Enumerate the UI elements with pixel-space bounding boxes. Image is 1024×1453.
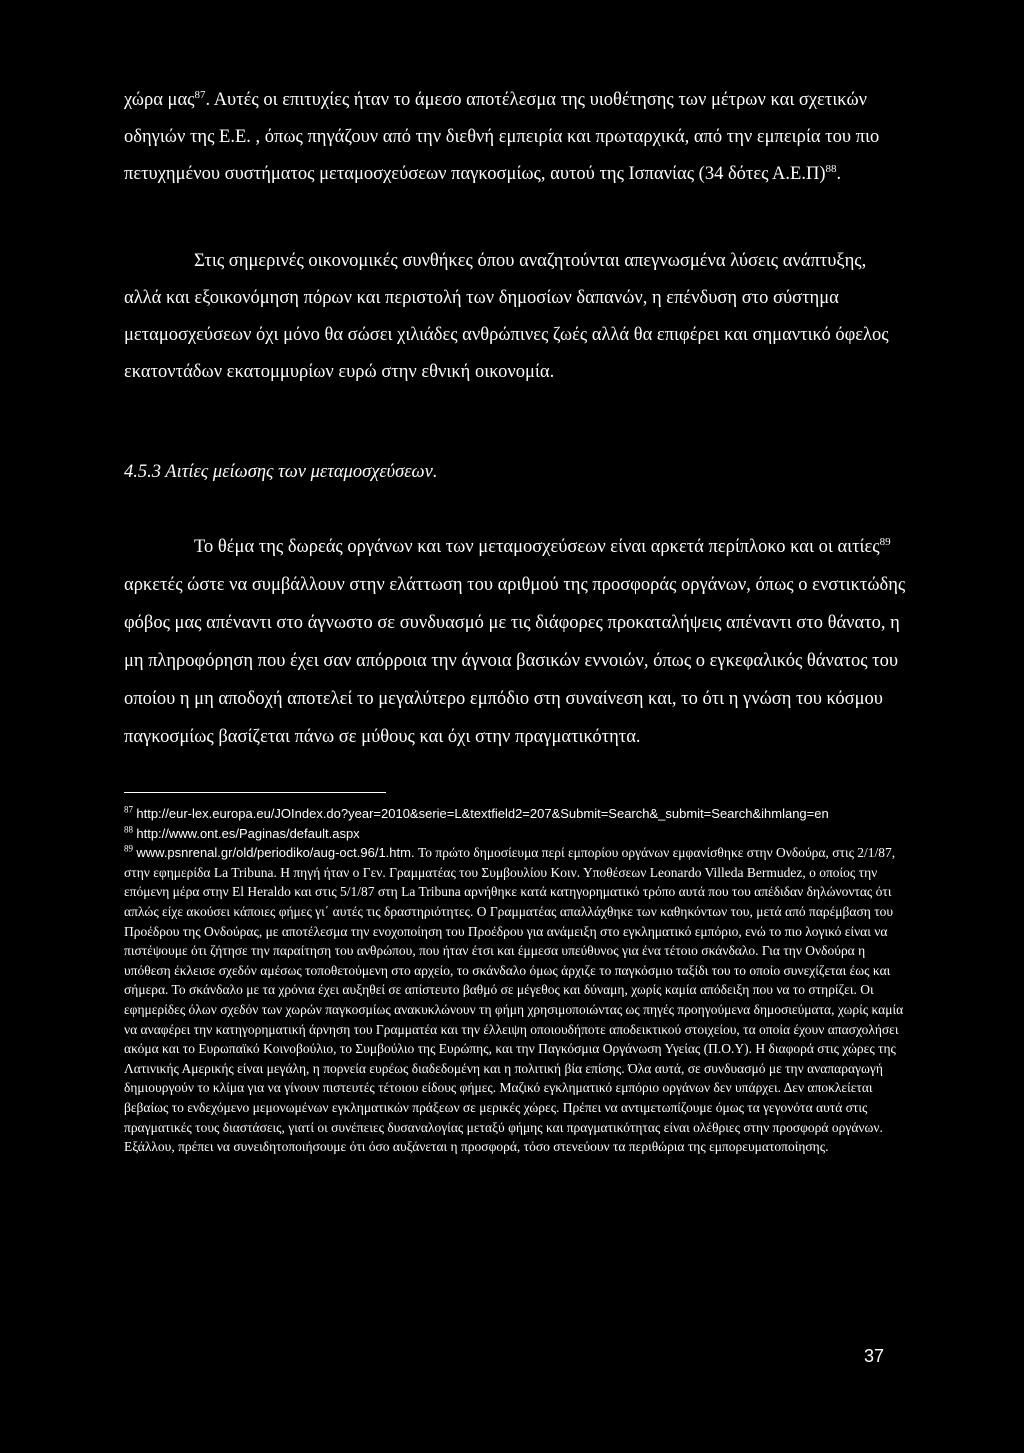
footnote-87 xyxy=(124,804,910,824)
paragraph-1-text-b: . Αυτές οι επιτυχίες ήταν το άμεσο αποτέλεσμα της υιοθέτησης των μέτρων και σχετικών οδηγιών της Ε.Ε. , όπως πηγάζουν από την διεθνή εμπειρία και πρωταρχικά, από την εμπειρία του πιο πετυχημένου συστήματος μεταμοσχεύσεων παγκοσμίως, αυτού της Ισπανίας (34 δότες Α.Ε.Π) xyxy=(124,90,880,184)
footnote-link[interactable]: www.psnrenal.gr/old/periodiko/aug-oct.96/1.htm. xyxy=(136,845,415,861)
section-heading: 4.5.3 Αιτίες μείωσης των μεταμοσχεύσεων. xyxy=(124,462,438,482)
footnote-number: 89 xyxy=(124,843,133,854)
footnote-number: 87 xyxy=(124,804,133,815)
body-paragraph-1 xyxy=(124,82,906,193)
footnote-ref-88[interactable]: 88 xyxy=(825,162,837,175)
footnote-89 xyxy=(124,843,910,1157)
footnote-88 xyxy=(124,824,910,844)
footnote-ref-89[interactable]: 89 xyxy=(879,535,891,548)
paragraph-1-text-a: χώρα μας xyxy=(124,90,195,110)
footnote-ref-87[interactable]: 87 xyxy=(194,88,206,101)
footnote-text: Το πρώτο δημοσίευμα περί εμπορίου οργάνων εμφανίσθηκε στην Ονδούρα, στις 2/1/87, στην εφημερίδα La Tribuna. Η πηγή ήταν ο Γεν. Γραμματέας του Συμβουλίου Κοιν. Υποθέσεων Leonardo Villeda Bermudez, ο οποίος την επόμενη μέρα στην El Heraldo και στις 5/1/87 στη La Tribuna αρνήθηκε κατά κατηγορηματικό τρόπο αυτά που του απέδιδαν δηλώνοντας ότι απλώς είχε ακούσει κάποιες φήμες γι΄ αυτές τις δραστηριότητες. Ο Γραμματέας απαλλάχθηκε των καθηκόντων του, μετά από παρέμβαση του Προέδρου της Ονδούρας, με αποτέλεσμα την ενοχοποίηση του Προέδρου για ανάμειξη στο εγκληματικό εμπόριο, ενώ το πιο λογικό είναι να πιστέψουμε ότι ζήτησε την παραίτηση του ανθρώπου, που ήταν έτσι και έμμεσα υπεύθυνος για ένα τέτοιο σκάνδαλο. Για την Ονδούρα η υπόθεση έκλεισε σχεδόν αμέσως τοποθετούμενη στο αρχείο, το σκάνδαλο όμως άρχιζε το παγκόσμιο ταξίδι του το οποίο συνεχίζεται έως και σήμερα. Το σκάνδαλο με τα χρόνια έχει αυξηθεί σε απίστευτο βαθμό σε μέγεθος και δύναμη, χωρίς καμία απόδειξη που να το στηρίζει. Οι εφημερίδες όλων σχεδόν των χωρών παγκοσμίως ανακυκλώνουν τη φήμη χρησιμοποιώντας ως πηγές προηγούμενα δημοσιεύματα, χωρίς καμία να αναφέρει την κατηγορηματική άρνηση του Γραμματέα και την έλλειψη οποιουδήποτε αποδεικτικού στοιχείου, τα οποία έχουν απασχολήσει ακόμα και το Ευρωπαϊκό Κοινοβούλιο, το Συμβούλιο της Ευρώπης, και την Παγκόσμια Οργάνωση Υγείας (Π.Ο.Υ). Η διαφορά στις χώρες της Λατινικής Αμερικής είναι μεγάλη, η πορνεία ευρέως διαδεδομένη και η πολιτική βία επίσης. Όλα αυτά, σε συνδυασμό με την αναπαραγωγή δημιουργούν το κλίμα για να γίνουν πιστευτές τέτοιου είδους φήμες. Μαζικό εγκληματικό εμπόριο οργάνων δεν υπάρχει. Δεν αποκλείεται βεβαίως το ενδεχόμενο μεμονωμένων εγκληματικών πράξεων σε μερικές χώρες. Πρέπει να αντιμετωπίζουμε όμως τα γεγονότα αυτά στις πραγματικές τους διαστάσεις, γιατί οι συνέπειες δυσαναλογίας μεταξύ φήμης και πραγματικότητας είναι ολέθριες στην προσφορά οργάνων. Εξάλλου, πρέπει να συνειδητοποιήσουμε ότι όσο αυξάνεται η προσφορά, τόσο στενεύουν τα περιθώρια της εμπορευματοποίησης. xyxy=(124,845,904,1155)
footnote-separator xyxy=(124,792,386,793)
page-number: 37 xyxy=(864,1346,885,1366)
paragraph-3-text-b: αρκετές ώστε να συμβάλλουν στην ελάττωση του αριθμού της προσφοράς οργάνων, όπως ο ενστικτώδης φόβος μας απέναντι στο άγνωστο σε συνδυασμό με τις διάφορες προκαταλήψεις απέναντι στο θάνατο, η μη πληροφόρηση που έχει σαν απόρροια την άγνοια βασικών εννοιών, όπως ο εγκεφαλικός θάνατος του οποίου η μη αποδοχή αποτελεί το μεγαλύτερο εμπόδιο στη συναίνεση και, το ότι η γνώση του κόσμου παγκοσμίως βασίζεται πάνω σε μύθους και όχι στην πραγματικότητα. xyxy=(124,575,906,747)
footnote-number: 88 xyxy=(124,824,133,835)
body-paragraph-3 xyxy=(124,528,906,756)
footnotes xyxy=(124,804,910,1157)
paragraph-3-text-a: Το θέμα της δωρεάς οργάνων και των μεταμοσχεύσεων είναι αρκετά περίπλοκο και οι αιτίες xyxy=(194,537,880,557)
footnote-link[interactable]: http://eur-lex.europa.eu/JOIndex.do?year=2010&serie=L&textfield2=207&Submit=Search&_submit=Search&ihmlang=en xyxy=(136,806,829,821)
footnote-link[interactable]: http://www.ont.es/Paginas/default.aspx xyxy=(136,825,360,841)
body-paragraph-2: Στις σημερινές οικονομικές συνθήκες όπου αναζητούνται απεγνωσμένα λύσεις ανάπτυξης, αλλά και εξοικονόμηση πόρων και περιστολή των δημοσίων δαπανών, η επένδυση στο σύστημα μεταμοσχεύσεων όχι μόνο θα σώσει χιλιάδες ανθρώπινες ζωές αλλά θα επιφέρει και σημαντικό όφελος εκατοντάδων εκατομμυρίων ευρώ στην εθνική οικονομία. xyxy=(124,251,889,382)
paragraph-1-text-c: . xyxy=(836,164,842,184)
